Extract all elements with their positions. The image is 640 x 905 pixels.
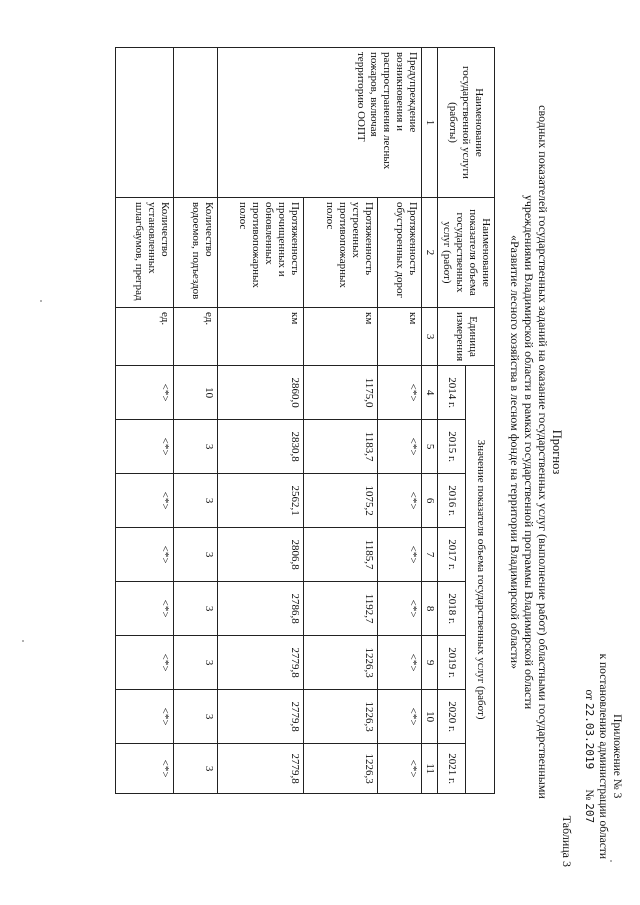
- column-index: 4: [422, 366, 438, 420]
- column-index: 9: [422, 636, 438, 690]
- header-value-group: Значение показателя объема государственных услуг (работ): [466, 366, 495, 794]
- value-cell: <*>: [378, 420, 422, 474]
- value-cell: <*>: [116, 744, 174, 794]
- header-row-1: [466, 48, 495, 794]
- table-label: Таблица 3: [560, 815, 574, 867]
- value-cell: 3: [174, 420, 218, 474]
- value-cell: <*>: [378, 582, 422, 636]
- value-cell: 1226,3: [304, 744, 378, 794]
- value-cell: 1226,3: [304, 636, 378, 690]
- value-cell: 3: [174, 636, 218, 690]
- column-index-row: [422, 48, 438, 794]
- document-title: [508, 57, 564, 847]
- value-cell: <*>: [378, 690, 422, 744]
- value-cell: 2779,8: [218, 744, 304, 794]
- value-cell: 2860,0: [218, 366, 304, 420]
- title-line-2: сводных показателей государственных заданий на оказание государственных услуг (выполнение работ) областными государственными: [536, 105, 550, 799]
- resolution-reference: к постановлению администрации области: [597, 653, 609, 859]
- forecast-table: [115, 47, 495, 794]
- value-cell: 2786,8: [218, 582, 304, 636]
- value-cell: <*>: [116, 528, 174, 582]
- value-cell: <*>: [378, 366, 422, 420]
- value-cell: <*>: [116, 474, 174, 528]
- indicator-cell: Протяженность прочищенных и обновленных противопожарных полос: [218, 198, 304, 308]
- value-cell: 10: [174, 366, 218, 420]
- value-cell: 2806,8: [218, 528, 304, 582]
- header-year: 2014 г.: [438, 366, 467, 420]
- indicator-cell: Количество водоемов, подъездов: [174, 198, 218, 308]
- header-indicator-name: Наименование показателя объема государственных услуг (работ): [438, 198, 495, 308]
- table-row: [378, 48, 422, 794]
- resolution-date: 22.03.2019: [583, 702, 596, 770]
- indicator-cell: Протяженность обустроенных дорог: [378, 198, 422, 308]
- resolution-date-line: [582, 654, 596, 859]
- value-cell: <*>: [378, 636, 422, 690]
- value-cell: <*>: [378, 528, 422, 582]
- header-service-name: Наименование государственной услуги (работы): [438, 48, 495, 198]
- column-index: 5: [422, 420, 438, 474]
- value-cell: <*>: [116, 420, 174, 474]
- header-year: 2018 г.: [438, 582, 467, 636]
- value-cell: 1175,0: [304, 366, 378, 420]
- service-name-cell-empty: [174, 48, 218, 198]
- indicator-cell: Количество установленных шлагбаумов, преград: [116, 198, 174, 308]
- indicator-cell: Протяженность устроенных противопожарных полос: [304, 198, 378, 308]
- value-cell: 3: [174, 690, 218, 744]
- title-line-1: Прогноз: [550, 429, 564, 475]
- value-cell: 1183,7: [304, 420, 378, 474]
- unit-cell: км: [304, 308, 378, 366]
- value-cell: 3: [174, 744, 218, 794]
- scan-speck: [22, 640, 24, 642]
- value-cell: <*>: [116, 690, 174, 744]
- value-cell: 3: [174, 474, 218, 528]
- value-cell: 2562,1: [218, 474, 304, 528]
- column-index: 3: [422, 308, 438, 366]
- value-cell: 1185,7: [304, 528, 378, 582]
- column-index: 6: [422, 474, 438, 528]
- table-row: [116, 48, 174, 794]
- value-cell: 1192,7: [304, 582, 378, 636]
- unit-cell: ед.: [116, 308, 174, 366]
- column-index: 8: [422, 582, 438, 636]
- column-index: 1: [422, 48, 438, 198]
- value-cell: <*>: [116, 366, 174, 420]
- scan-speck: [610, 860, 612, 862]
- appendix-header: [582, 654, 624, 859]
- value-cell: <*>: [116, 582, 174, 636]
- header-year: 2016 г.: [438, 474, 467, 528]
- header-year: 2019 г.: [438, 636, 467, 690]
- appendix-number: Приложение № 3: [611, 714, 623, 799]
- value-cell: 3: [174, 528, 218, 582]
- value-cell: 2779,8: [218, 636, 304, 690]
- header-year: 2017 г.: [438, 528, 467, 582]
- rotated-sheet: [10, 17, 630, 887]
- value-cell: <*>: [378, 744, 422, 794]
- value-cell: 2779,8: [218, 690, 304, 744]
- unit-cell: км: [378, 308, 422, 366]
- value-cell: <*>: [378, 474, 422, 528]
- column-index: 11: [422, 744, 438, 794]
- header-unit: Единица измерения: [438, 308, 495, 366]
- scan-speck: [40, 300, 42, 302]
- number-prefix: №: [583, 789, 595, 801]
- unit-cell: км: [218, 308, 304, 366]
- title-line-4: «Развитие лесного хозяйства в лесном фонде на территории Владимирской области»: [508, 234, 522, 670]
- column-index: 2: [422, 198, 438, 308]
- title-line-3: учреждениями Владимирской области в рамках государственной программы Владимирской области: [522, 194, 536, 710]
- column-index: 7: [422, 528, 438, 582]
- service-name-cell: Предупреждение возникновения и распространения лесных пожаров, включая территорию ООПТ: [218, 48, 422, 198]
- header-year: 2015 г.: [438, 420, 467, 474]
- value-cell: 1226,3: [304, 690, 378, 744]
- value-cell: <*>: [116, 636, 174, 690]
- table-row: [174, 48, 218, 794]
- header-year: 2020 г.: [438, 690, 467, 744]
- column-index: 10: [422, 690, 438, 744]
- resolution-number: 207: [583, 803, 596, 824]
- unit-cell: ед.: [174, 308, 218, 366]
- service-name-cell-empty: [116, 48, 174, 198]
- date-prefix: от: [583, 689, 595, 701]
- value-cell: 1075,2: [304, 474, 378, 528]
- header-year: 2021 г.: [438, 744, 467, 794]
- value-cell: 2830,8: [218, 420, 304, 474]
- value-cell: 3: [174, 582, 218, 636]
